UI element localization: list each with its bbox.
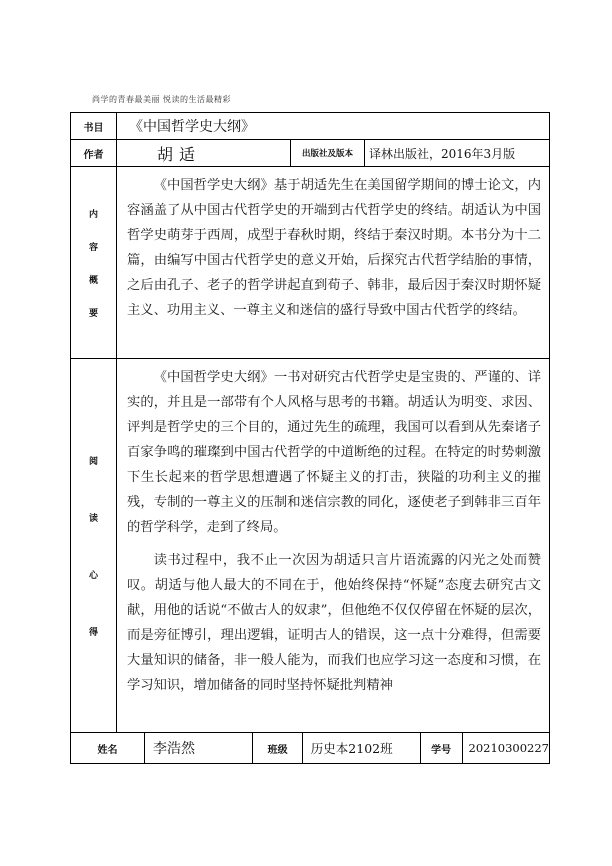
student-row — [71, 733, 549, 763]
class-value: 历史本2102班 — [303, 733, 421, 763]
reflection-label-char: 得 — [88, 627, 98, 638]
summary-label-char: 内 — [88, 209, 98, 220]
author-row — [71, 140, 549, 167]
header-slogan: 尚学的青春最美丽 悦读的生活最精彩 — [92, 95, 232, 104]
reflection-paragraph-1: 《中国哲学史大纲》一书对研究古代哲学史是宝贵的、严谨的、详实的，并且是一部带有个人风格与思考的书籍。胡适认为明变、求因、评判是哲学史的三个目的，通过先生的疏理，我国可以看到从先秦诸子百家争鸣的璀璨到中国古代哲学的中道断绝的过程。在特定的时势刺激下生长起来的哲学思想遭遇了怀疑主义的打击，狭隘的功利主义的摧残，专制的一尊主义的压制和迷信宗教的同化，逐使老子到韩非三百年的哲学科学，走到了终局。 — [127, 370, 541, 535]
author-value: 胡适 — [117, 140, 291, 166]
summary-label-char: 容 — [88, 242, 98, 253]
reflection-label-char: 心 — [88, 570, 98, 581]
publisher-value: 译林出版社，2016年3月版 — [369, 146, 516, 161]
reflection-label-char: 阅 — [88, 456, 98, 467]
publisher-label: 出版社及版本 — [291, 140, 365, 166]
title-label: 书目 — [71, 113, 117, 139]
reflection-label-char: 读 — [88, 513, 98, 524]
reflection-row — [71, 359, 549, 733]
summary-label — [71, 167, 117, 358]
id-value: 20210300227 — [468, 741, 549, 755]
reading-form — [70, 112, 550, 764]
summary-label-char: 要 — [88, 308, 98, 319]
reflection-paragraph-2: 读书过程中，我不止一次因为胡适只言片语流露的闪光之处而赞叹。胡适与他人最大的不同在于，他始终保持“怀疑”态度去研究古文献，用他的话说“不做古人的奴隶”，但他绝不仅仅停留在怀疑的层次，而是旁征博引，理出逻辑，证明古人的错误，这一点十分难得，但需要大量知识的储备，非一般人能为，而我们也应学习这一态度和习惯，在学习知识，增加储备的同时坚持怀疑批判精神 — [127, 553, 541, 693]
summary-paragraph: 《中国哲学史大纲》基于胡适先生在美国留学期间的博士论文，内容涵盖了从中国古代哲学史的开端到古代哲学史的终结。胡适认为中国哲学史萌芽于西周，成型于春秋时期，终结于秦汉时期。本书分为十二篇，由编写中国古代哲学史的意义开始，后探究古代哲学结胎的事情，之后由孔子、老子的哲学讲起直到荀子、韩非，最后因于秦汉时期怀疑主义、功用主义、一尊主义和迷信的盛行导致中国古代哲学的终结。 — [127, 178, 541, 318]
name-value: 李浩然 — [145, 733, 254, 763]
name-label: 姓名 — [71, 733, 145, 763]
id-label: 学号 — [421, 733, 463, 763]
title-row — [71, 113, 549, 140]
summary-label-char: 概 — [88, 275, 98, 286]
class-label: 班级 — [253, 733, 302, 763]
reflection-label — [71, 359, 117, 732]
summary-text — [117, 167, 549, 358]
author-label: 作者 — [71, 140, 117, 166]
summary-row — [71, 167, 549, 359]
title-value: 《中国哲学史大纲》 — [129, 119, 255, 135]
reflection-text — [117, 359, 549, 732]
